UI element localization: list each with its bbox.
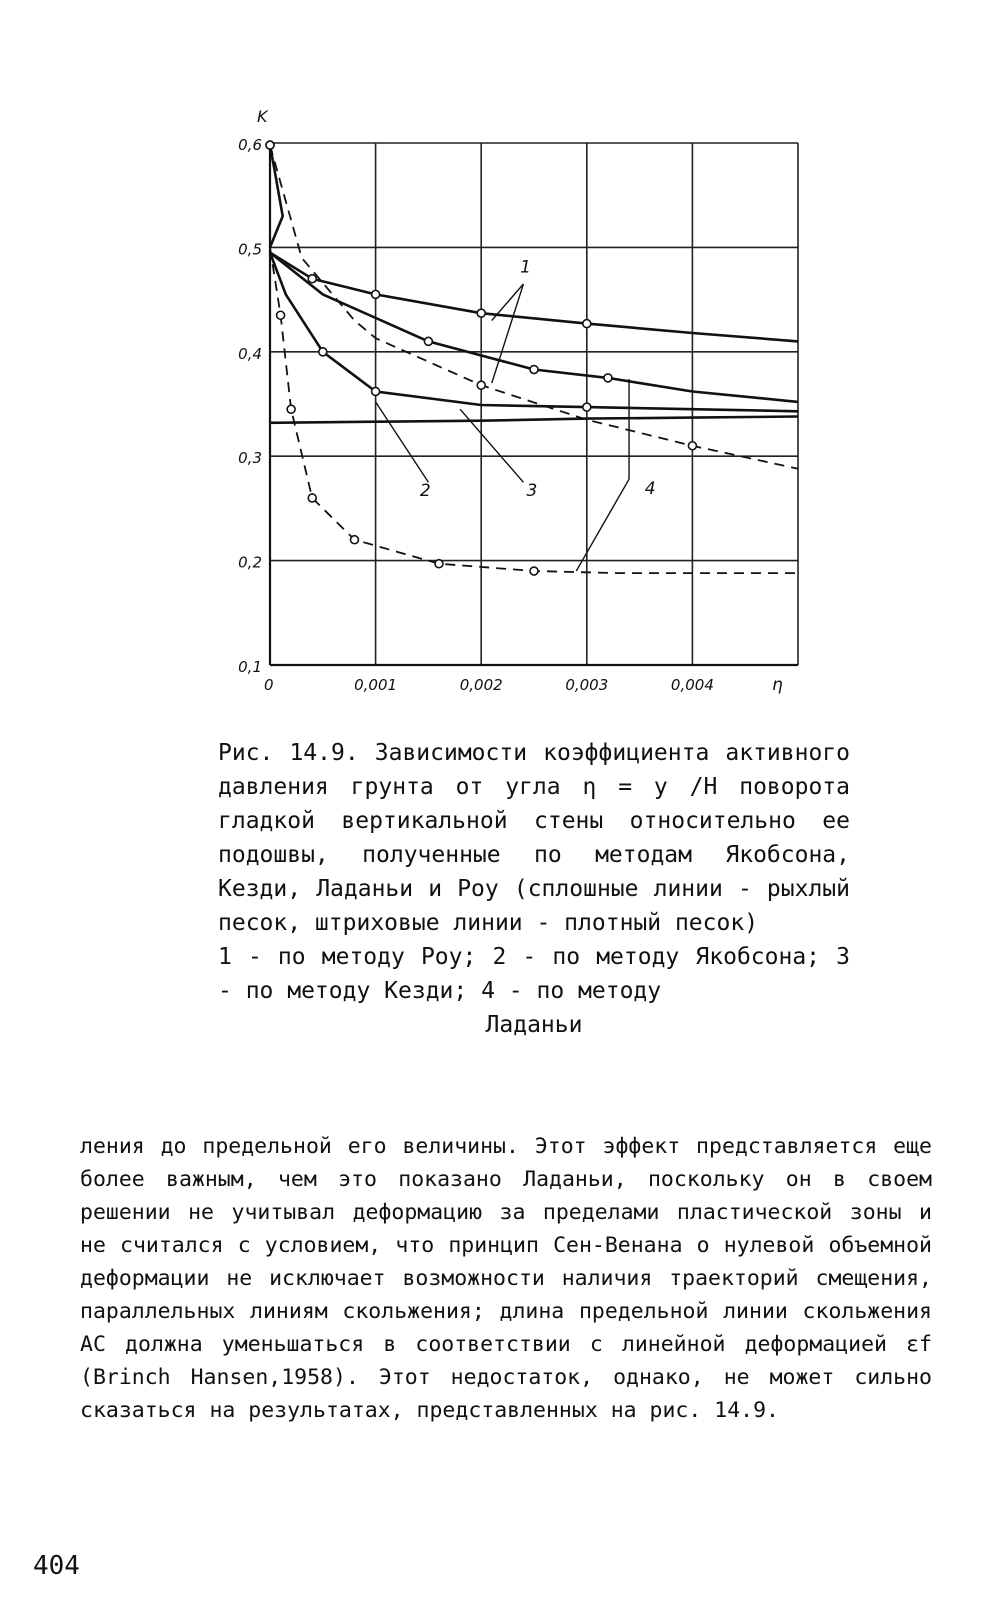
solid-curve [270, 417, 798, 423]
leader-line [576, 479, 629, 571]
leader-line [492, 284, 524, 383]
y-tick-label: 0,1 [238, 658, 262, 676]
x-tick-label: 0,002 [459, 676, 503, 694]
data-point-marker [308, 275, 316, 283]
curve-label: 3 [526, 480, 538, 501]
data-point-marker [583, 320, 591, 328]
solid-curve [270, 253, 798, 342]
body-paragraph: ления до предельной его величины. Этот эффект представляется еще более важным, чем это показано Ладаньи, поскольку он в своем решении не учитывал деформацию за пределами пластической зоны и не считался с условием, что принцип Сен-Венана о нулевой объемной деформации не исключает возможности наличия траекторий смещения, параллельных линиям скольжения; длина предельной линии скольжения AC должна уменьшаться в соответствии с линейной деформацией εf (Brinch Hansen,1958). Этот недостаток, однако, не может сильно сказаться на результатах, представленных на рис. 14.9. [80, 1134, 932, 1423]
data-point-marker [308, 494, 316, 502]
curve-label: 2 [419, 480, 431, 501]
leader-line [376, 402, 429, 482]
data-point-marker [477, 381, 485, 389]
caption-main: Рис. 14.9. Зависимости коэффициента активного давления грунта от угла η = y /H поворота гладкой вертикальной стены относительно ее подошвы, полученные по методам Якобсона, Кезди, Ладаньи и Роу (сплошные линии - рыхлый песок, штриховые линии - плотный песок) [218, 740, 850, 936]
caption-legend-end: Ладаньи [485, 1012, 583, 1038]
data-point-marker [287, 405, 295, 413]
y-tick-label: 0,5 [238, 240, 262, 259]
x-tick-label: 0,004 [670, 676, 714, 694]
y-tick-label: 0,2 [238, 553, 262, 572]
data-point-marker [688, 442, 696, 450]
y-tick-label: 0,6 [238, 136, 262, 154]
figure-caption [218, 736, 850, 1042]
x-tick-label: 0 [264, 676, 274, 694]
data-point-marker [372, 387, 380, 395]
data-point-marker [583, 403, 591, 411]
x-axis-label: η [772, 675, 783, 695]
solid-curve [270, 253, 798, 402]
solid-curve [270, 253, 798, 412]
data-point-marker [277, 311, 285, 319]
curve-label: 4 [644, 478, 656, 499]
y-tick-label: 0,4 [238, 344, 262, 363]
figure-chart [0, 0, 993, 720]
data-point-marker [266, 141, 274, 149]
curve-label: 1 [520, 257, 531, 278]
data-point-marker [424, 337, 432, 345]
page-number: 404 [33, 1551, 80, 1581]
data-point-marker [604, 374, 612, 382]
data-point-marker [372, 290, 380, 298]
x-tick-label: 0,001 [354, 676, 398, 694]
data-point-marker [319, 348, 327, 356]
y-tick-label: 0,3 [238, 449, 262, 468]
data-point-marker [350, 536, 358, 544]
y-axis-label: K [257, 107, 268, 126]
data-point-marker [530, 366, 538, 374]
x-tick-label: 0,003 [565, 676, 609, 694]
caption-legend: 1 - по методу Роу; 2 - по методу Якобсона; 3 - по методу Кезди; 4 - по методу [218, 944, 850, 1004]
data-point-marker [435, 560, 443, 568]
data-point-marker [530, 567, 538, 575]
data-point-marker [477, 309, 485, 317]
solid-curve [270, 145, 283, 247]
